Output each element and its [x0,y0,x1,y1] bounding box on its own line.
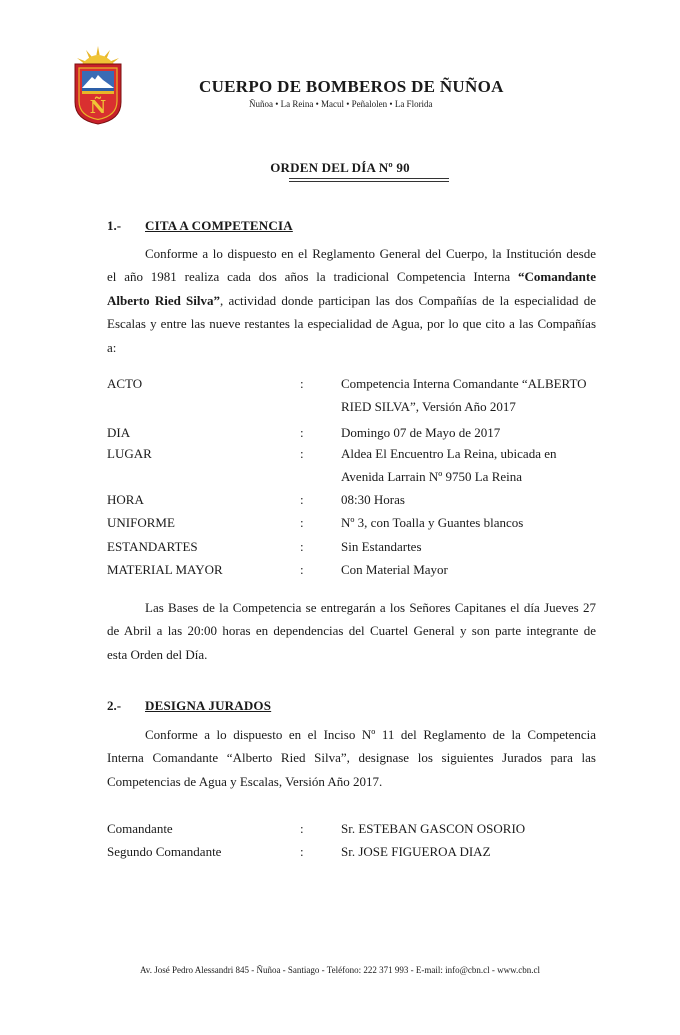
organization-name: CUERPO DE BOMBEROS DE ÑUÑOA [199,77,504,96]
title-double-underline [289,178,449,182]
detail-value: Sin Estandartes [341,539,422,554]
section-1-heading: CITA A COMPETENCIA [145,218,293,233]
paragraph-line: Conforme a lo dispuesto en el Inciso Nº 11 del Reglamento de la Competencia [145,727,596,742]
detail-label: LUGAR [107,446,152,461]
paragraph-line [107,265,596,288]
detail-label: ACTO [107,376,143,391]
line-text: , actividad donde participan las dos Compañías de la especialidad de [220,292,596,308]
section-1-bases-paragraph [107,596,596,666]
footer-contact-info: Av. José Pedro Alessandri 845 - Ñuñoa - Santiago - Teléfono: 222 371 993 - E-mail: info@cbn.cl - www.cbn.cl [139,965,541,975]
bold-text: “Comandante [517,269,596,285]
detail-colon: : [300,376,304,391]
paragraph-line: Escalas y entre las nueve restantes la especialidad de Agua, por lo que cito a las Compañías [107,316,596,332]
paragraph-line: de Abril a las 20:00 horas en dependencias del Cuartel General y son parte integrante de [107,623,596,639]
detail-colon: : [300,539,304,554]
detail-label: UNIFORME [107,515,175,530]
detail-value: 08:30 Horas [341,492,405,507]
detail-label: ESTANDARTES [107,539,198,554]
detail-colon: : [300,425,304,440]
paragraph-line: a: [107,339,117,355]
section-2-paragraph [107,723,596,793]
paragraph-line: Competencias de Agua y Escalas, Versión Año 2017. [107,773,383,789]
section-2-number: 2.- [107,698,122,713]
juror-name: Sr. JOSE FIGUEROA DIAZ [341,844,491,859]
paragraph-line [107,289,596,312]
order-title: ORDEN DEL DÍA Nº 90 [270,160,410,175]
organization-communes: Ñuñoa • La Reina • Macul • Peñalolen • La Florida [249,99,433,109]
detail-value: Domingo 07 de Mayo de 2017 [341,425,501,440]
sun-rays-icon [77,46,119,64]
section-1-paragraph [107,242,596,359]
detail-label: HORA [107,492,144,507]
detail-label: DIA [107,425,131,440]
bold-text: Alberto Ried Silva” [107,292,220,308]
detail-value: Con Material Mayor [341,562,448,577]
line-text: el año 1981 realiza cada dos años la tradicional Competencia Interna [107,269,518,285]
paragraph-line: Interna Comandante “Alberto Ried Silva”, designase los siguientes Jurados para las [107,750,596,766]
juror-name: Sr. ESTEBAN GASCON OSORIO [341,821,526,836]
juror-colon: : [300,821,304,836]
detail-value: Aldea El Encuentro La Reina, ubicada en Avenida Larrain Nº 9750 La Reina [341,446,557,485]
juror-role: Segundo Comandante [107,844,222,859]
detail-colon: : [300,515,304,530]
detail-colon: : [300,446,304,461]
detail-colon: : [300,562,304,577]
crest-letter: Ñ [89,97,107,118]
paragraph-line: Conforme a lo dispuesto en el Reglamento General del Cuerpo, la Institución desde [145,246,596,261]
section-1-number: 1.- [107,218,122,233]
juror-colon: : [300,844,304,859]
detail-colon: : [300,492,304,507]
paragraph-line: esta Orden del Día. [107,646,208,662]
detail-value: Nº 3, con Toalla y Guantes blancos [341,515,524,530]
paragraph-line: Las Bases de la Competencia se entregarán a los Señores Capitanes el día Jueves 27 [145,600,596,615]
detail-value: Competencia Interna Comandante “ALBERTO RIED SILVA”, Versión Año 2017 [341,376,587,415]
section-2-heading: DESIGNA JURADOS [145,698,272,713]
juror-role: Comandante [107,821,173,836]
detail-label: MATERIAL MAYOR [107,562,223,577]
fire-brigade-crest-logo [72,42,124,126]
